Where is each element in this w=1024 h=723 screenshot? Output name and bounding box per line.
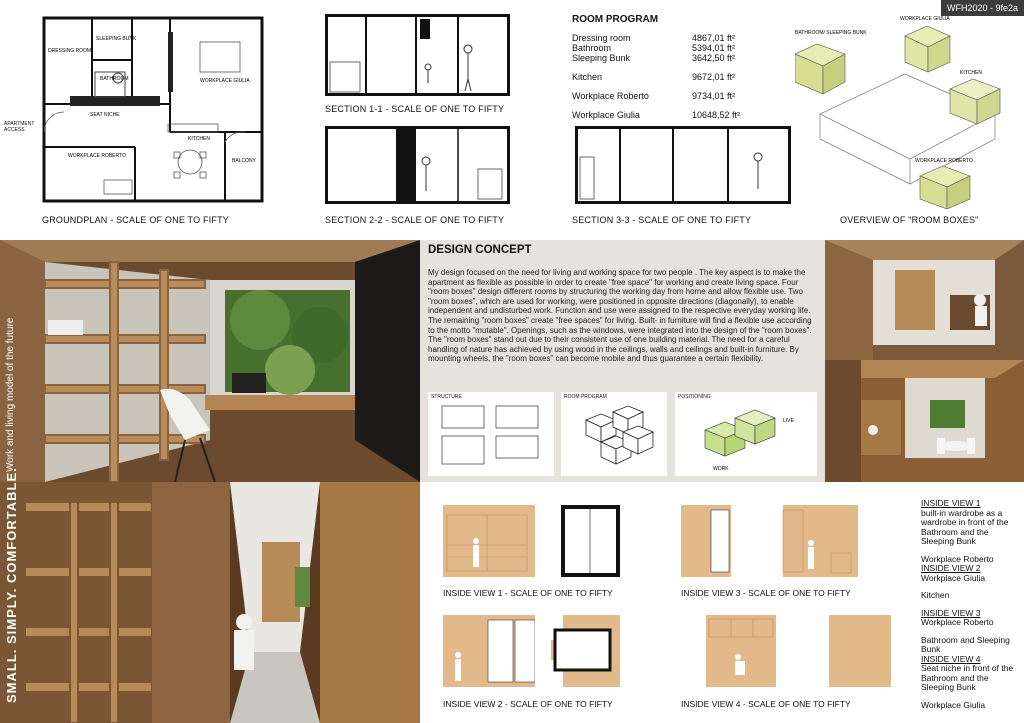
legend-line: Bathroom and Sleeping Bunk <box>921 634 1010 654</box>
inside-view-2-drawing <box>443 615 620 687</box>
design-concept-title: DESIGN CONCEPT <box>428 244 532 256</box>
caption-overview: OVERVIEW OF "ROOM BOXES" <box>840 215 979 225</box>
legend-line: Workplace Roberto <box>921 617 994 627</box>
section-3-drawing <box>575 126 791 204</box>
interior-render-workspace <box>0 240 420 482</box>
caption-inside-view-3: INSIDE VIEW 3 - SCALE OF ONE TO FIFTY <box>681 588 851 598</box>
label-workplace-roberto: WORKPLACE ROBERTO <box>68 153 126 159</box>
design-concept-text: My design focused on the need for living and working space for two people . The key aspect is to make the apartment as flexible as possible in order to create "free space" for working and create living space. Four "room boxes" design different rooms by structuring the working day from home and allow flexible use. Two "room boxes", which are used for working, were positioned in opposite directions (diagonally), to enable independent and undisturbed work. Function and use were assigned to the respective everyday working life. The remaining "room boxes" create "free spaces" for living. Built- in furniture will find a flexible use according to the motto "mutable". Openings, such as the windows, were integrated into the design of the "room boxes". The "room boxes" stand out due to their consistent use of one building material. The need for a careful handling of nature has achieved by using wood in the ceilings, walls and ceilings and built-in furniture. By mounting wheels, the "room boxes" can become mobile and thus guarantee a certain flexibility. <box>428 268 812 364</box>
room-program-row: Dressing room 4867,01 ft² <box>572 33 736 43</box>
label-sleeping-bunk: SLEEPING BUNK <box>96 36 137 42</box>
label-bathroom: BATHROOM <box>100 76 129 82</box>
caption-section-3: SECTION 3-3 - SCALE OF ONE TO FIFTY <box>572 215 752 225</box>
groundplan-drawing <box>40 12 270 207</box>
label-overview-giulia: WORKPLACE GIULIA <box>900 16 950 22</box>
legend-heading: INSIDE VIEW 4 <box>921 653 981 664</box>
caption-section-2: SECTION 2-2 - SCALE OF ONE TO FIFTY <box>325 215 505 225</box>
legend-line: built-in wardrobe as a wardrobe in front of the Bathroom and the Sleeping Bunk <box>921 507 1009 546</box>
caption-inside-view-2: INSIDE VIEW 2 - SCALE OF ONE TO FIFTY <box>443 699 613 709</box>
label-seat-niche: SEAT NICHE <box>90 112 120 118</box>
legend-line: Seat niche in front of the Bathroom and the Sleeping Bunk <box>921 663 1014 692</box>
label-apartment-access: APARTMENT ACCESS <box>4 121 35 133</box>
legend-heading: INSIDE VIEW 1 <box>921 498 981 508</box>
label-overview-bathroom: BATHROOM/ SLEEPING BUNK <box>795 30 867 36</box>
inside-view-1-drawing <box>443 505 620 577</box>
inside-view-4-drawing <box>681 615 891 687</box>
legend-heading: INSIDE VIEW 3 <box>921 607 981 618</box>
slogan-text: SMALL. SIMPLY. COMFORTABLE. <box>4 467 19 703</box>
label-kitchen: KITCHEN <box>188 136 210 142</box>
label-balcony: BALCONY <box>232 158 256 164</box>
room-program-row: Workplace Roberto 9734,01 ft² <box>572 91 736 101</box>
interior-render-kitchen <box>825 360 1024 482</box>
sketch-room-program: ROOM PROGRAM <box>561 392 667 476</box>
caption-groundplan: GROUNDPLAN - SCALE OF ONE TO FIFTY <box>42 215 229 225</box>
legend-line: Workplace Giulia <box>921 699 986 710</box>
caption-inside-view-4: INSIDE VIEW 4 - SCALE OF ONE TO FIFTY <box>681 699 851 709</box>
room-program-title: ROOM PROGRAM <box>572 14 659 25</box>
caption-inside-view-1: INSIDE VIEW 1 - SCALE OF ONE TO FIFTY <box>443 588 613 598</box>
board-id-tag: WFH2020 - 9fe2a <box>941 0 1024 16</box>
room-program-row: Kitchen 9672,01 ft² <box>572 72 736 82</box>
label-dressing-room: DRESSING ROOM <box>48 48 92 54</box>
label-work: WORK <box>713 466 729 472</box>
room-program-row: Workplace Giulia 10648,52 ft² <box>572 110 741 120</box>
legend-line: Workplace Roberto <box>921 553 994 564</box>
interior-render-corridor <box>0 467 420 723</box>
vertical-title <box>4 467 24 723</box>
legend-line: Kitchen <box>921 590 950 600</box>
room-program-table <box>572 14 772 120</box>
section-2-drawing <box>325 126 510 204</box>
room-boxes-overview-drawing <box>795 14 1017 209</box>
label-overview-kitchen: KITCHEN <box>960 70 982 76</box>
label-overview-roberto: WORKPLACE ROBERTO <box>915 158 973 164</box>
section-1-drawing <box>325 14 510 96</box>
room-program-row: Sleeping Bunk 3642,50 ft² <box>572 53 736 63</box>
label-workplace-giulia: WORKPLACE GIULIA <box>200 78 250 84</box>
legend-heading: INSIDE VIEW 2 <box>921 563 981 573</box>
label-live: LIVE <box>783 418 794 424</box>
inside-view-3-drawing <box>681 505 858 577</box>
inside-view-legend <box>921 499 1021 710</box>
subtitle-text: Work and living model of the future <box>5 317 16 472</box>
caption-section-1: SECTION 1-1 - SCALE OF ONE TO FIFTY <box>325 104 505 114</box>
room-program-row: Bathroom 5394,01 ft² <box>572 43 736 53</box>
design-concept-panel <box>420 240 825 482</box>
vertical-subtitle <box>5 242 23 482</box>
sketch-positioning: POSITIONING LIVE WORK <box>675 392 817 476</box>
sketch-structure: STRUCTURE <box>428 392 554 476</box>
legend-line: Workplace Giulia <box>921 572 986 583</box>
interior-render-bedroom <box>825 240 1024 360</box>
